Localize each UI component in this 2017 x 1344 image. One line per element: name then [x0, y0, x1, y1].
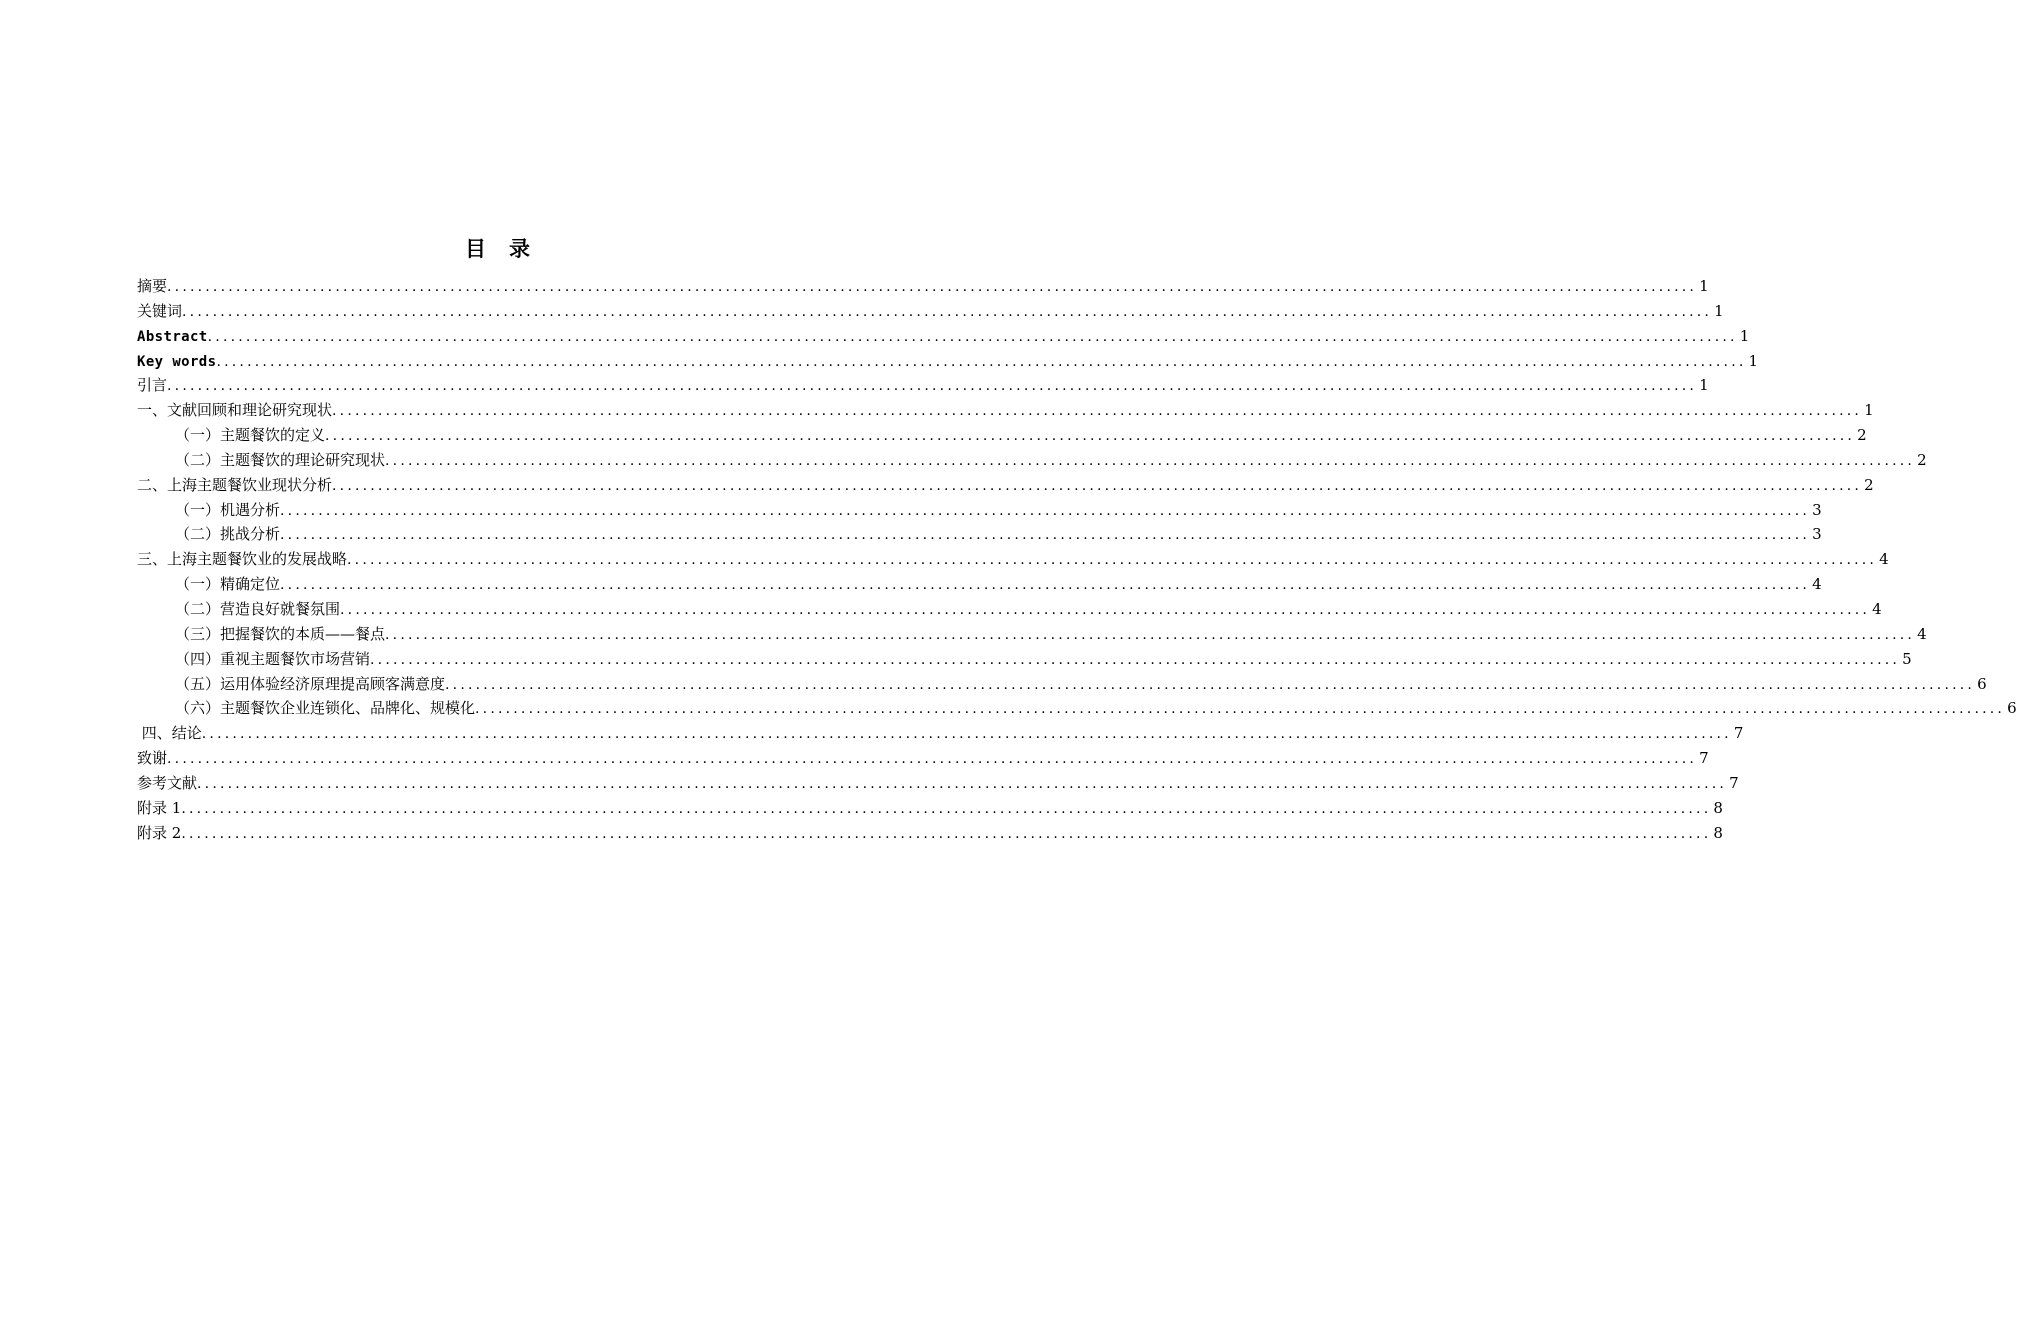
toc-entry-label: （一）精确定位: [175, 575, 281, 594]
toc-page-number: 2: [1857, 426, 1867, 445]
toc-entry-label: （二）主题餐饮的理论研究现状: [175, 450, 386, 469]
toc-page-number: 7: [1729, 773, 1739, 792]
dot-leader: ........................................................................................................................................................................................................: [280, 527, 1811, 544]
toc-entry[interactable]: [137, 597, 1882, 622]
toc-entry-label: 致谢: [137, 749, 168, 768]
toc-entry-label: 引言: [137, 376, 168, 395]
dot-leader: ........................................................................................................................................................................................................: [340, 601, 1871, 618]
dot-leader: ........................................................................................................................................................................................................: [280, 577, 1811, 594]
dot-leader: ........................................................................................................................................................................................................: [325, 428, 1856, 445]
toc-page-number: 6: [1977, 674, 1987, 693]
toc-entry-label: Key words: [137, 353, 217, 370]
dot-leader: ........................................................................................................................................................................................................: [167, 751, 1698, 768]
dot-leader: ........................................................................................................................................................................................................: [370, 651, 1901, 668]
toc-page-number: 8: [1713, 823, 1723, 842]
toc-page-number: 1: [1739, 326, 1750, 345]
dot-leader: ........................................................................................................................................................................................................: [347, 552, 1878, 569]
toc-entry-label: 附录 1: [137, 798, 182, 817]
toc-entry[interactable]: [137, 373, 1709, 398]
toc-entry-label: （一）主题餐饮的定义: [175, 426, 326, 445]
toc-entry[interactable]: [137, 299, 1724, 324]
toc-entry[interactable]: [137, 473, 1874, 498]
toc-entry-label: 四、结论: [137, 724, 202, 743]
toc-page-number: 4: [1917, 624, 1927, 643]
toc-entry[interactable]: [137, 274, 1709, 299]
toc-entry[interactable]: [137, 522, 1822, 547]
dot-leader: ........................................................................................................................................................................................................: [332, 477, 1863, 494]
toc-entry-label: 关键词: [137, 301, 183, 320]
toc-entry[interactable]: [137, 349, 1759, 374]
toc-entry[interactable]: [137, 547, 1889, 572]
dot-leader: ........................................................................................................................................................................................................: [201, 726, 1732, 743]
toc-entry[interactable]: [137, 647, 1912, 672]
toc-page-number: 5: [1902, 649, 1912, 668]
toc-entry[interactable]: [137, 696, 2017, 721]
toc-entry[interactable]: [137, 448, 1927, 473]
toc-page-number: 7: [1699, 749, 1709, 768]
dot-leader: ........................................................................................................................................................................................................: [385, 452, 1916, 469]
toc-page-number: 4: [1812, 575, 1822, 594]
toc-page-number: 2: [1917, 450, 1927, 469]
toc-page-number: 1: [1699, 376, 1709, 395]
toc-entry-label: （二）营造良好就餐氛围: [175, 599, 341, 618]
toc-entry-label: 摘要: [137, 277, 168, 295]
dot-leader: ........................................................................................................................................................................................................: [167, 279, 1698, 295]
toc-entry-label: 参考文献: [137, 773, 198, 792]
toc-entry-label: （四）重视主题餐饮市场营销: [175, 649, 371, 668]
toc-page-number: 6: [2007, 699, 2017, 718]
toc-entry[interactable]: [137, 398, 1874, 423]
dot-leader: ........................................................................................................................................................................................................: [207, 328, 1738, 345]
toc-entry[interactable]: [137, 572, 1822, 597]
toc-entry-label: （二）挑战分析: [175, 525, 281, 544]
toc-page-number: 4: [1872, 599, 1882, 618]
toc-entry[interactable]: [137, 622, 1927, 647]
dot-leader: ........................................................................................................................................................................................................: [332, 403, 1863, 420]
toc-entry[interactable]: [137, 796, 1723, 821]
toc-entry-label: （五）运用体验经济原理提高顾客满意度: [175, 674, 446, 693]
dot-leader: ........................................................................................................................................................................................................: [197, 775, 1728, 792]
dot-leader: ........................................................................................................................................................................................................: [216, 353, 1747, 370]
page-title: 目 录: [465, 237, 531, 261]
toc-entry-label: 附录 2: [137, 823, 182, 842]
toc-page-number: 1: [1699, 277, 1709, 295]
toc-page-number: 1: [1714, 301, 1724, 320]
toc-page-number: 7: [1733, 724, 1744, 743]
toc-entry[interactable]: [137, 423, 1867, 448]
toc-entry-label: （六）主题餐饮企业连锁化、品牌化、规模化: [175, 699, 476, 718]
toc-entry-label: （三）把握餐饮的本质——餐点: [175, 624, 386, 643]
toc-page-number: 8: [1713, 798, 1723, 817]
dot-leader: ........................................................................................................................................................................................................: [181, 800, 1712, 817]
dot-leader: ........................................................................................................................................................................................................: [181, 825, 1712, 842]
toc-entry[interactable]: [137, 721, 1744, 746]
dot-leader: ........................................................................................................................................................................................................: [182, 303, 1713, 320]
dot-leader: ........................................................................................................................................................................................................: [385, 626, 1916, 643]
toc-page-number: 2: [1864, 475, 1874, 494]
toc-entry[interactable]: [137, 672, 1987, 697]
dot-leader: ........................................................................................................................................................................................................: [280, 502, 1811, 519]
dot-leader: ........................................................................................................................................................................................................: [475, 701, 2006, 718]
toc-page-number: 1: [1748, 351, 1759, 370]
toc-entry[interactable]: [137, 498, 1822, 523]
toc-entry-label: 一、文献回顾和理论研究现状: [137, 401, 333, 420]
toc-entry[interactable]: [137, 771, 1739, 796]
table-of-contents: [137, 274, 2017, 845]
toc-page-number: 3: [1812, 525, 1822, 544]
toc-page-number: 1: [1864, 401, 1874, 420]
toc-entry-label: 三、上海主题餐饮业的发展战略: [137, 550, 348, 569]
toc-entry[interactable]: [137, 746, 1709, 771]
toc-page-number: 4: [1879, 550, 1889, 569]
toc-entry[interactable]: [137, 324, 1750, 349]
toc-entry-label: 二、上海主题餐饮业现状分析: [137, 475, 333, 494]
dot-leader: ........................................................................................................................................................................................................: [167, 378, 1698, 395]
toc-entry[interactable]: [137, 821, 1723, 846]
toc-entry-label: Abstract: [137, 328, 208, 345]
dot-leader: ........................................................................................................................................................................................................: [445, 676, 1976, 693]
toc-entry-label: （一）机遇分析: [175, 500, 281, 519]
toc-page-number: 3: [1812, 500, 1822, 519]
